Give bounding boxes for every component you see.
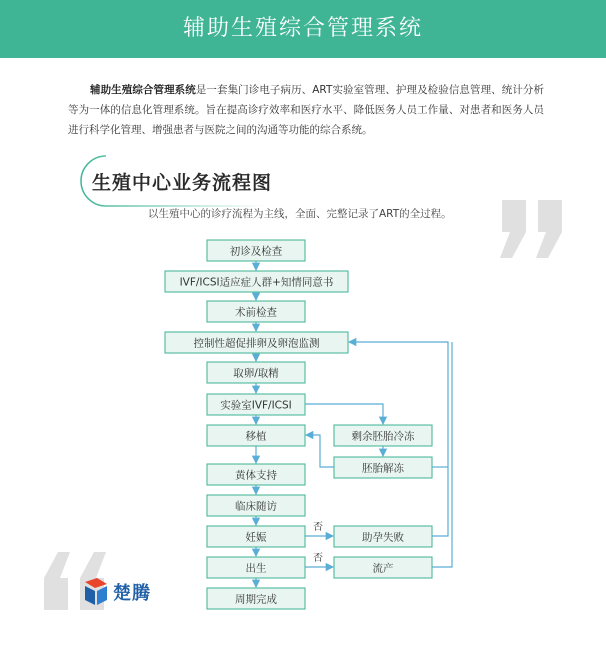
step-birth-label: 出生 [245,562,267,575]
step-clinical-followup-label: 临床随访 [235,500,277,513]
step-luteal-support-label: 黄体支持 [235,469,277,482]
branch-label-no: 否 [313,553,323,564]
step-preop-exam-label: 术前检查 [235,306,277,319]
brand-logo [83,575,151,609]
intro-bold-lead: 辅助生殖综合管理系统 [90,84,196,96]
step-lab-ivf-icsi-label: 实验室IVF/ICSI [220,399,292,412]
step-egg-sperm-retrieval-label: 取卵/取精 [233,367,279,380]
step-ovarian-stimulation-label: 控制性超促排卵及卵泡监测 [193,337,320,350]
flow-arrow-lab-to-freezing [305,404,383,424]
intro-text: 是一套集门诊电子病历、ART实验室管理、护理及检验信息管理、统计分析等为一体的信息化管理系统。旨在提高诊疗效率和医疗水平、降低医务人员工作量、对患者和医务人员进行科学化管理、增强患者与医院之间的沟通等功能的综合系统。 [68,84,544,136]
flow-arrow-miscarriage-feedback [432,342,452,567]
branch-label-no: 否 [313,522,323,533]
step-embryo-freezing-label: 剩余胚胎冷冻 [351,430,415,443]
section-description: 以生殖中心的诊疗流程为主线，全面、完整记录了ART的全过程。 [148,208,452,220]
logo-text: 楚腾 [113,583,151,604]
flow-arrow-thawing-to-transfer [306,435,334,467]
section-title: 生殖中心业务流程图 [92,172,273,194]
step-cycle-complete-label: 周期完成 [235,593,277,606]
step-embryo-transfer-label: 移植 [245,430,267,443]
step-assisted-failure-label: 助孕失败 [362,531,404,544]
step-initial-exam-label: 初诊及检查 [229,245,283,258]
step-embryo-thawing-label: 胚胎解冻 [362,462,404,475]
page-title: 辅助生殖综合管理系统 [182,16,423,41]
step-miscarriage-label: 流产 [372,562,394,575]
chuteng-logo-icon [83,578,109,606]
step-pregnancy-label: 妊娠 [245,531,267,544]
step-ivf-icsi-indication-label: IVF/ICSI适应症人群+知情同意书 [179,276,334,289]
